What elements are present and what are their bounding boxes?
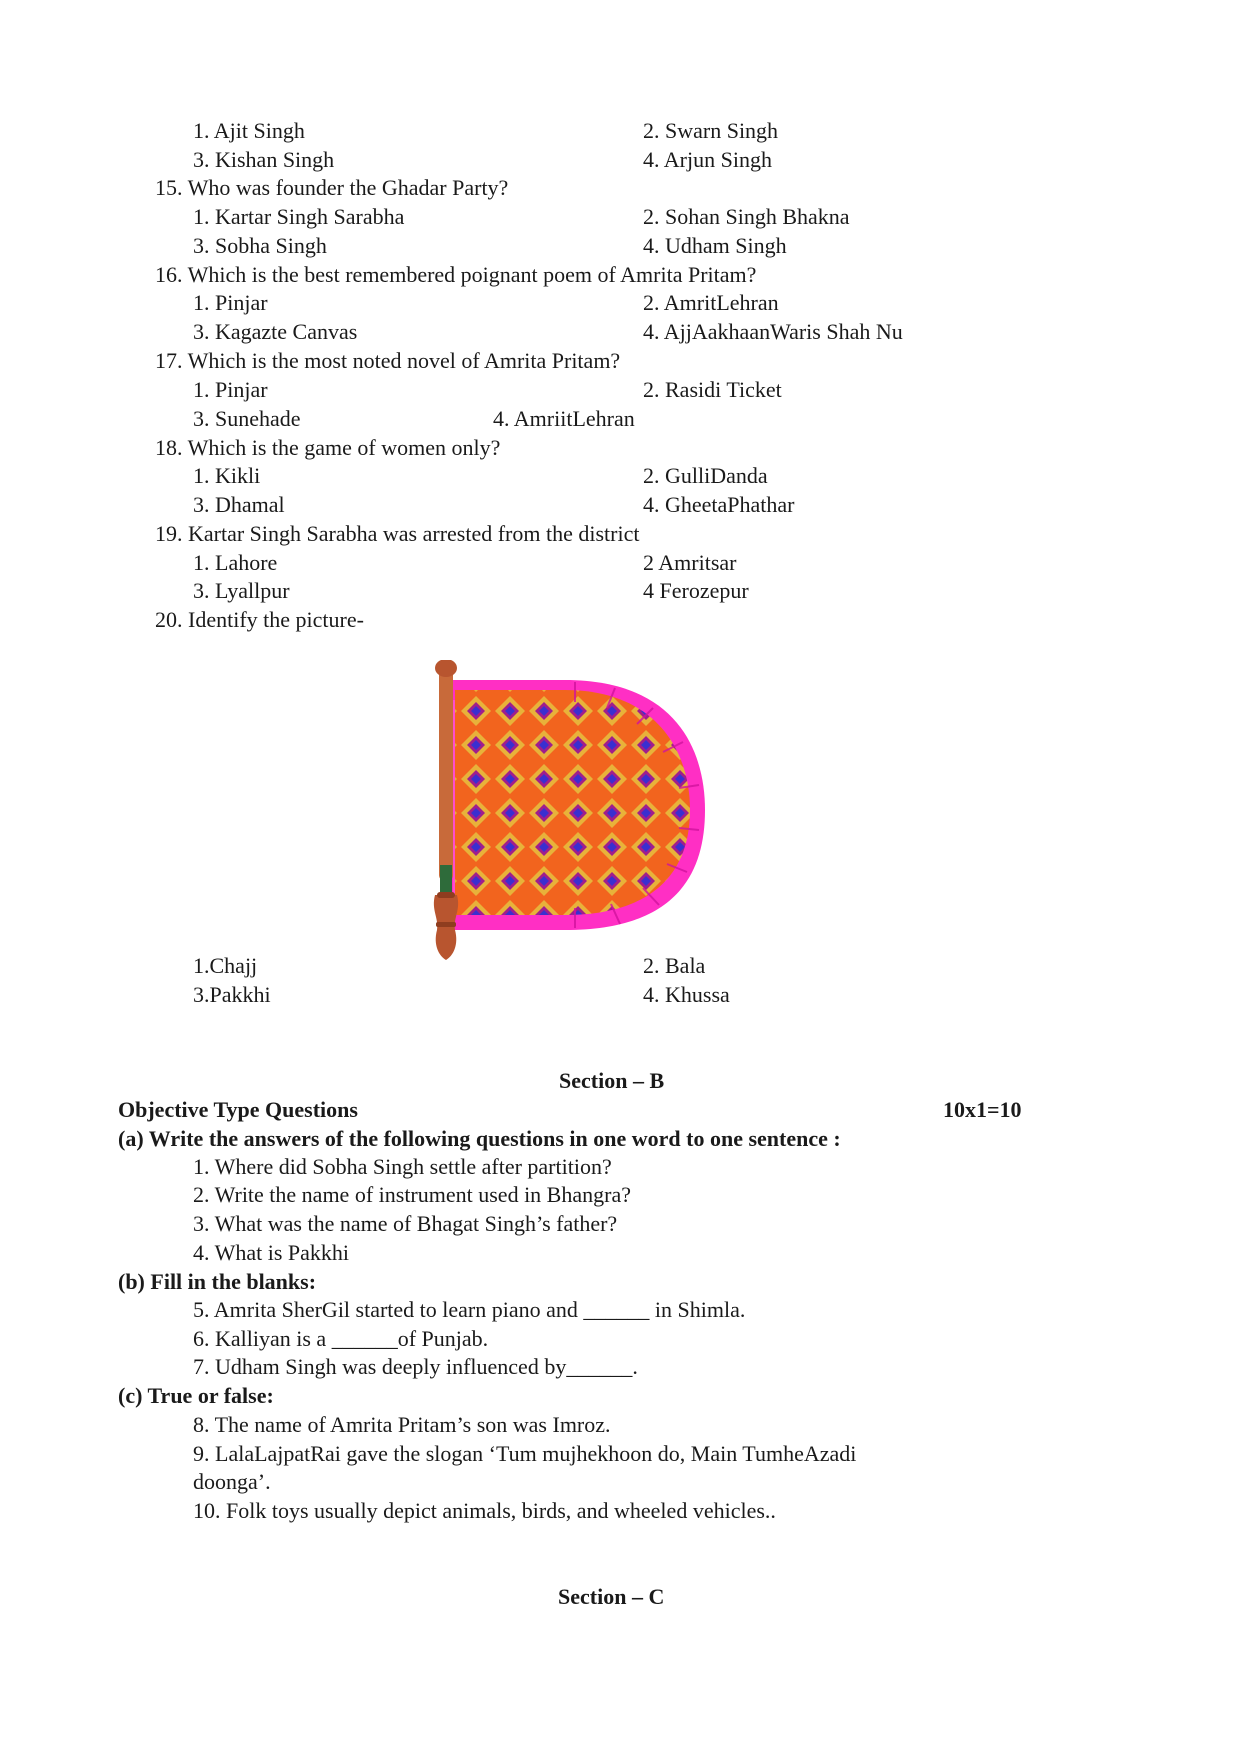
- section-b-marks: 10x1=10: [943, 1097, 1022, 1122]
- part-c-item: 8. The name of Amrita Pritam’s son was Imroz.: [193, 1412, 611, 1437]
- part-b-item: 5. Amrita SherGil started to learn piano and ______ in Shimla.: [193, 1297, 746, 1322]
- q20-option-2: 2. Bala: [643, 953, 706, 978]
- q18-option-2: 2. GulliDanda: [643, 463, 768, 488]
- q19-option-1: 1. Lahore: [193, 550, 278, 575]
- q14-option-4: 4. Arjun Singh: [643, 147, 772, 172]
- q19-option-2: 2 Amritsar: [643, 550, 737, 575]
- part-b-item: 6. Kalliyan is a ______of Punjab.: [193, 1326, 489, 1351]
- q20-question: 20. Identify the picture-: [155, 607, 364, 632]
- part-a-item: 1. Where did Sobha Singh settle after partition?: [193, 1154, 612, 1179]
- q16-option-2: 2. AmritLehran: [643, 290, 779, 315]
- part-a-heading: (a) Write the answers of the following questions in one word to one sentence :: [118, 1126, 841, 1151]
- part-a-item: 3. What was the name of Bhagat Singh’s father?: [193, 1211, 618, 1236]
- q18-option-1: 1. Kikli: [193, 463, 261, 488]
- q15-option-4: 4. Udham Singh: [643, 233, 787, 258]
- q16-option-4: 4. AjjAakhaanWaris Shah Nu: [643, 319, 903, 344]
- part-c-item: doonga’.: [193, 1469, 271, 1494]
- part-c-item: 9. LalaLajpatRai gave the slogan ‘Tum mujhekhoon do, Main TumheAzadi: [193, 1441, 857, 1466]
- q20-option-1: 1.Chajj: [193, 953, 258, 978]
- q15-option-3: 3. Sobha Singh: [193, 233, 327, 258]
- section-c-heading: Section – C: [558, 1584, 665, 1609]
- q16-option-3: 3. Kagazte Canvas: [193, 319, 358, 344]
- q17-option-4: 4. AmriitLehran: [493, 406, 635, 431]
- q18-option-4: 4. GheetaPhathar: [643, 492, 795, 517]
- fan-handle: [434, 895, 458, 960]
- q15-question: 15. Who was founder the Ghadar Party?: [155, 175, 509, 200]
- q14-option-1: 1. Ajit Singh: [193, 118, 305, 143]
- q17-option-2: 2. Rasidi Ticket: [643, 377, 782, 402]
- q17-option-1: 1. Pinjar: [193, 377, 268, 402]
- fan-stick: [439, 666, 453, 881]
- q19-option-4: 4 Ferozepur: [643, 578, 749, 603]
- q15-option-1: 1. Kartar Singh Sarabha: [193, 204, 405, 229]
- hand-fan-icon: [425, 660, 725, 965]
- section-b-title: Objective Type Questions: [118, 1097, 358, 1122]
- part-b-item: 7. Udham Singh was deeply influenced by______.: [193, 1354, 638, 1379]
- q19-option-3: 3. Lyallpur: [193, 578, 290, 603]
- part-a-item: 4. What is Pakkhi: [193, 1240, 350, 1265]
- q15-option-2: 2. Sohan Singh Bhakna: [643, 204, 850, 229]
- q18-option-3: 3. Dhamal: [193, 492, 285, 517]
- q16-question: 16. Which is the best remembered poignant poem of Amrita Pritam?: [155, 262, 757, 287]
- q14-option-3: 3. Kishan Singh: [193, 147, 335, 172]
- q20-option-3: 3.Pakkhi: [193, 982, 271, 1007]
- part-a-item: 2. Write the name of instrument used in Bhangra?: [193, 1182, 631, 1207]
- q19-question: 19. Kartar Singh Sarabha was arrested from the district: [155, 521, 640, 546]
- q14-option-2: 2. Swarn Singh: [643, 118, 779, 143]
- part-c-heading: (c) True or false:: [118, 1383, 274, 1408]
- part-b-heading: (b) Fill in the blanks:: [118, 1269, 317, 1294]
- section-b-heading: Section – B: [559, 1068, 665, 1093]
- q20-option-4: 4. Khussa: [643, 982, 730, 1007]
- part-c-item: 10. Folk toys usually depict animals, birds, and wheeled vehicles..: [193, 1498, 776, 1523]
- q17-question: 17. Which is the most noted novel of Amrita Pritam?: [155, 348, 621, 373]
- hand-fan-picture: [425, 660, 725, 965]
- q16-option-1: 1. Pinjar: [193, 290, 268, 315]
- q18-question: 18. Which is the game of women only?: [155, 435, 501, 460]
- q17-option-3: 3. Sunehade: [193, 406, 301, 431]
